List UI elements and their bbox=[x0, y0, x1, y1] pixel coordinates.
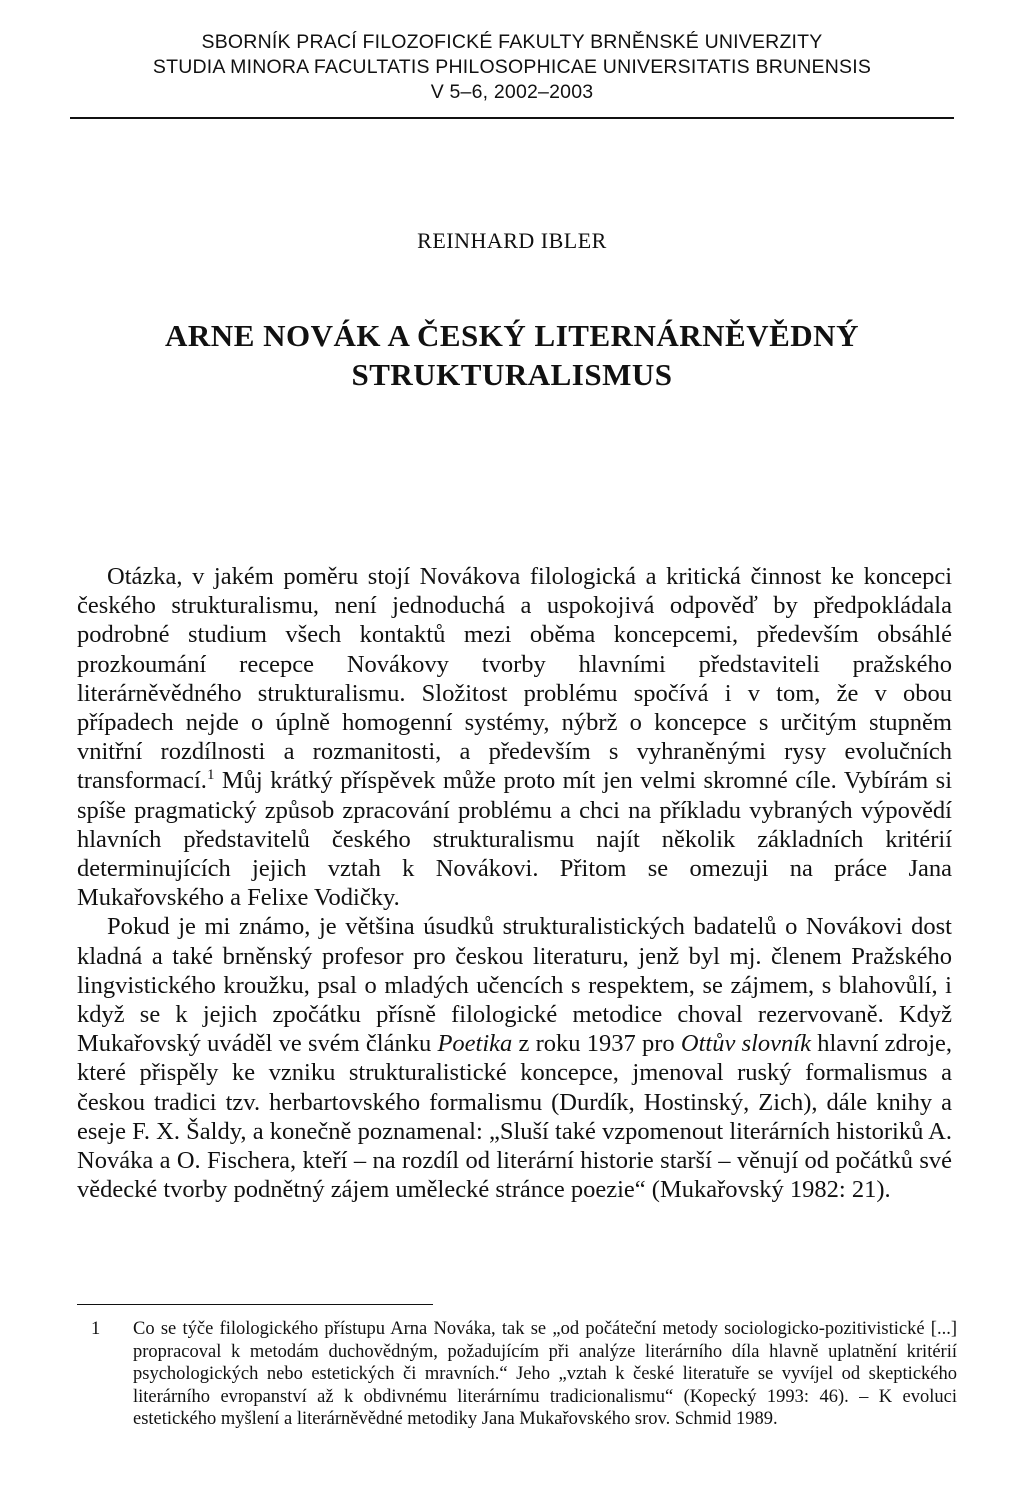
journal-header bbox=[70, 30, 954, 105]
journal-header-czech: SBORNÍK PRACÍ FILOZOFICKÉ FAKULTY BRNĚNSKÉ UNIVERZITY bbox=[201, 31, 823, 53]
article-body bbox=[77, 562, 952, 1204]
header-rule bbox=[70, 117, 954, 119]
footnote bbox=[77, 1318, 957, 1431]
article-title-line-2: STRUKTURALISMUS bbox=[351, 357, 673, 392]
journal-volume: V 5–6, 2002–2003 bbox=[430, 81, 594, 103]
article-author: REINHARD IBLER bbox=[417, 228, 607, 253]
paragraph-2-text-b: z roku 1937 pro bbox=[512, 1030, 681, 1058]
paragraph-2-text-c: hlavní zdroje, které přispěly ke vzniku strukturalistické koncepce, jmenoval ruský formalismus a českou tradici tzv. herbartovského formalismu (Durdík, Hostinský, Zich), dále knihy a eseje F. X. Šaldy, a konečně poznamenal: „Sluší také vzpomenout literárních historiků A. Nováka a O. Fischera, kteří – na rozdíl od literární historie starší – věnují od počátků své vědecké tvorby podnětný zájem umělecké stránce poezie“ (Mukařovský 1982: 21). bbox=[77, 1030, 953, 1204]
paragraph-1 bbox=[77, 562, 952, 912]
paragraph-2 bbox=[77, 912, 952, 1204]
italic-work-title-ottuv-slovnik: Ottův slovník bbox=[680, 1030, 811, 1058]
footnote-text: Co se týče filologického přístupu Arna Nováka, tak se „od počáteční metody sociologicko-pozitivistické [...] propracoval k metodám duchovědným, požadujícím při analýze literárního díla hlavně uplatnění kritérií psychologických nebo estetických či mravních.“ Jeho „vztah k české literatuře se vyvíjel od skeptického literárního evropanství až k obdivnému literárnímu tradicionalismu“ (Kopecký 1993: 46). – K evoluci estetického myšlení a literárněvědné metodiky Jana Mukařovského srov. Schmid 1989. bbox=[133, 1319, 957, 1429]
italic-work-title-poetika: Poetika bbox=[437, 1030, 513, 1058]
paragraph-2-text-a: Pokud je mi známo, je většina úsudků strukturalistických badatelů o Novákovi dost kladná a také brněnský profesor pro českou literaturu, jenž byl mj. členem Pražského lingvistického kroužku, psal o mladých učencích s respektem, se zájmem, s blahovůlí, i když se k jejich zpočátku přísně filologické metodice choval rezervovaně. Když Mukařovský uváděl ve svém článku bbox=[77, 913, 952, 1058]
article-title bbox=[0, 316, 1024, 394]
footnote-rule bbox=[77, 1304, 433, 1305]
footnote-number: 1 bbox=[91, 1319, 101, 1339]
journal-header-latin: STUDIA MINORA FACULTATIS PHILOSOPHICAE UNIVERSITATIS BRUNENSIS bbox=[152, 56, 872, 78]
article-title-line-1: ARNE NOVÁK A ČESKÝ LITERNÁRNĚVĚDNÝ bbox=[165, 318, 859, 353]
paragraph-1-text-a: Otázka, v jakém poměru stojí Novákova filologická a kritická činnost ke koncepci českého strukturalismu, není jednoduchá a uspokojivá odpověď by předpokládala podrobné studium všech kontaktů mezi oběma koncepcemi, především obsáhlé prozkoumání recepce Novákovy tvorby hlavními představiteli pražského literárněvědného strukturalismu. Složitost problému spočívá i v tom, že v obou případech nejde o úplně homogenní systémy, nýbrž o koncepce s určitým stupněm vnitřní rozdílnosti a rozmanitosti, a především s vyhraněnými rysy evolučních transformací. bbox=[77, 563, 952, 795]
paragraph-1-text-b: Můj krátký příspěvek může proto mít jen velmi skromné cíle. Vybírám si spíše pragmatický způsob zpracování problému a chci na příkladu vybraných výpovědí hlavních představitelů českého strukturalismu najít několik základních kritérií determinujících jejich vztah k Novákovi. Přitom se omezuji na práce Jana Mukařovského a Felixe Vodičky. bbox=[77, 767, 952, 912]
footnote-reference: 1 bbox=[206, 767, 215, 784]
